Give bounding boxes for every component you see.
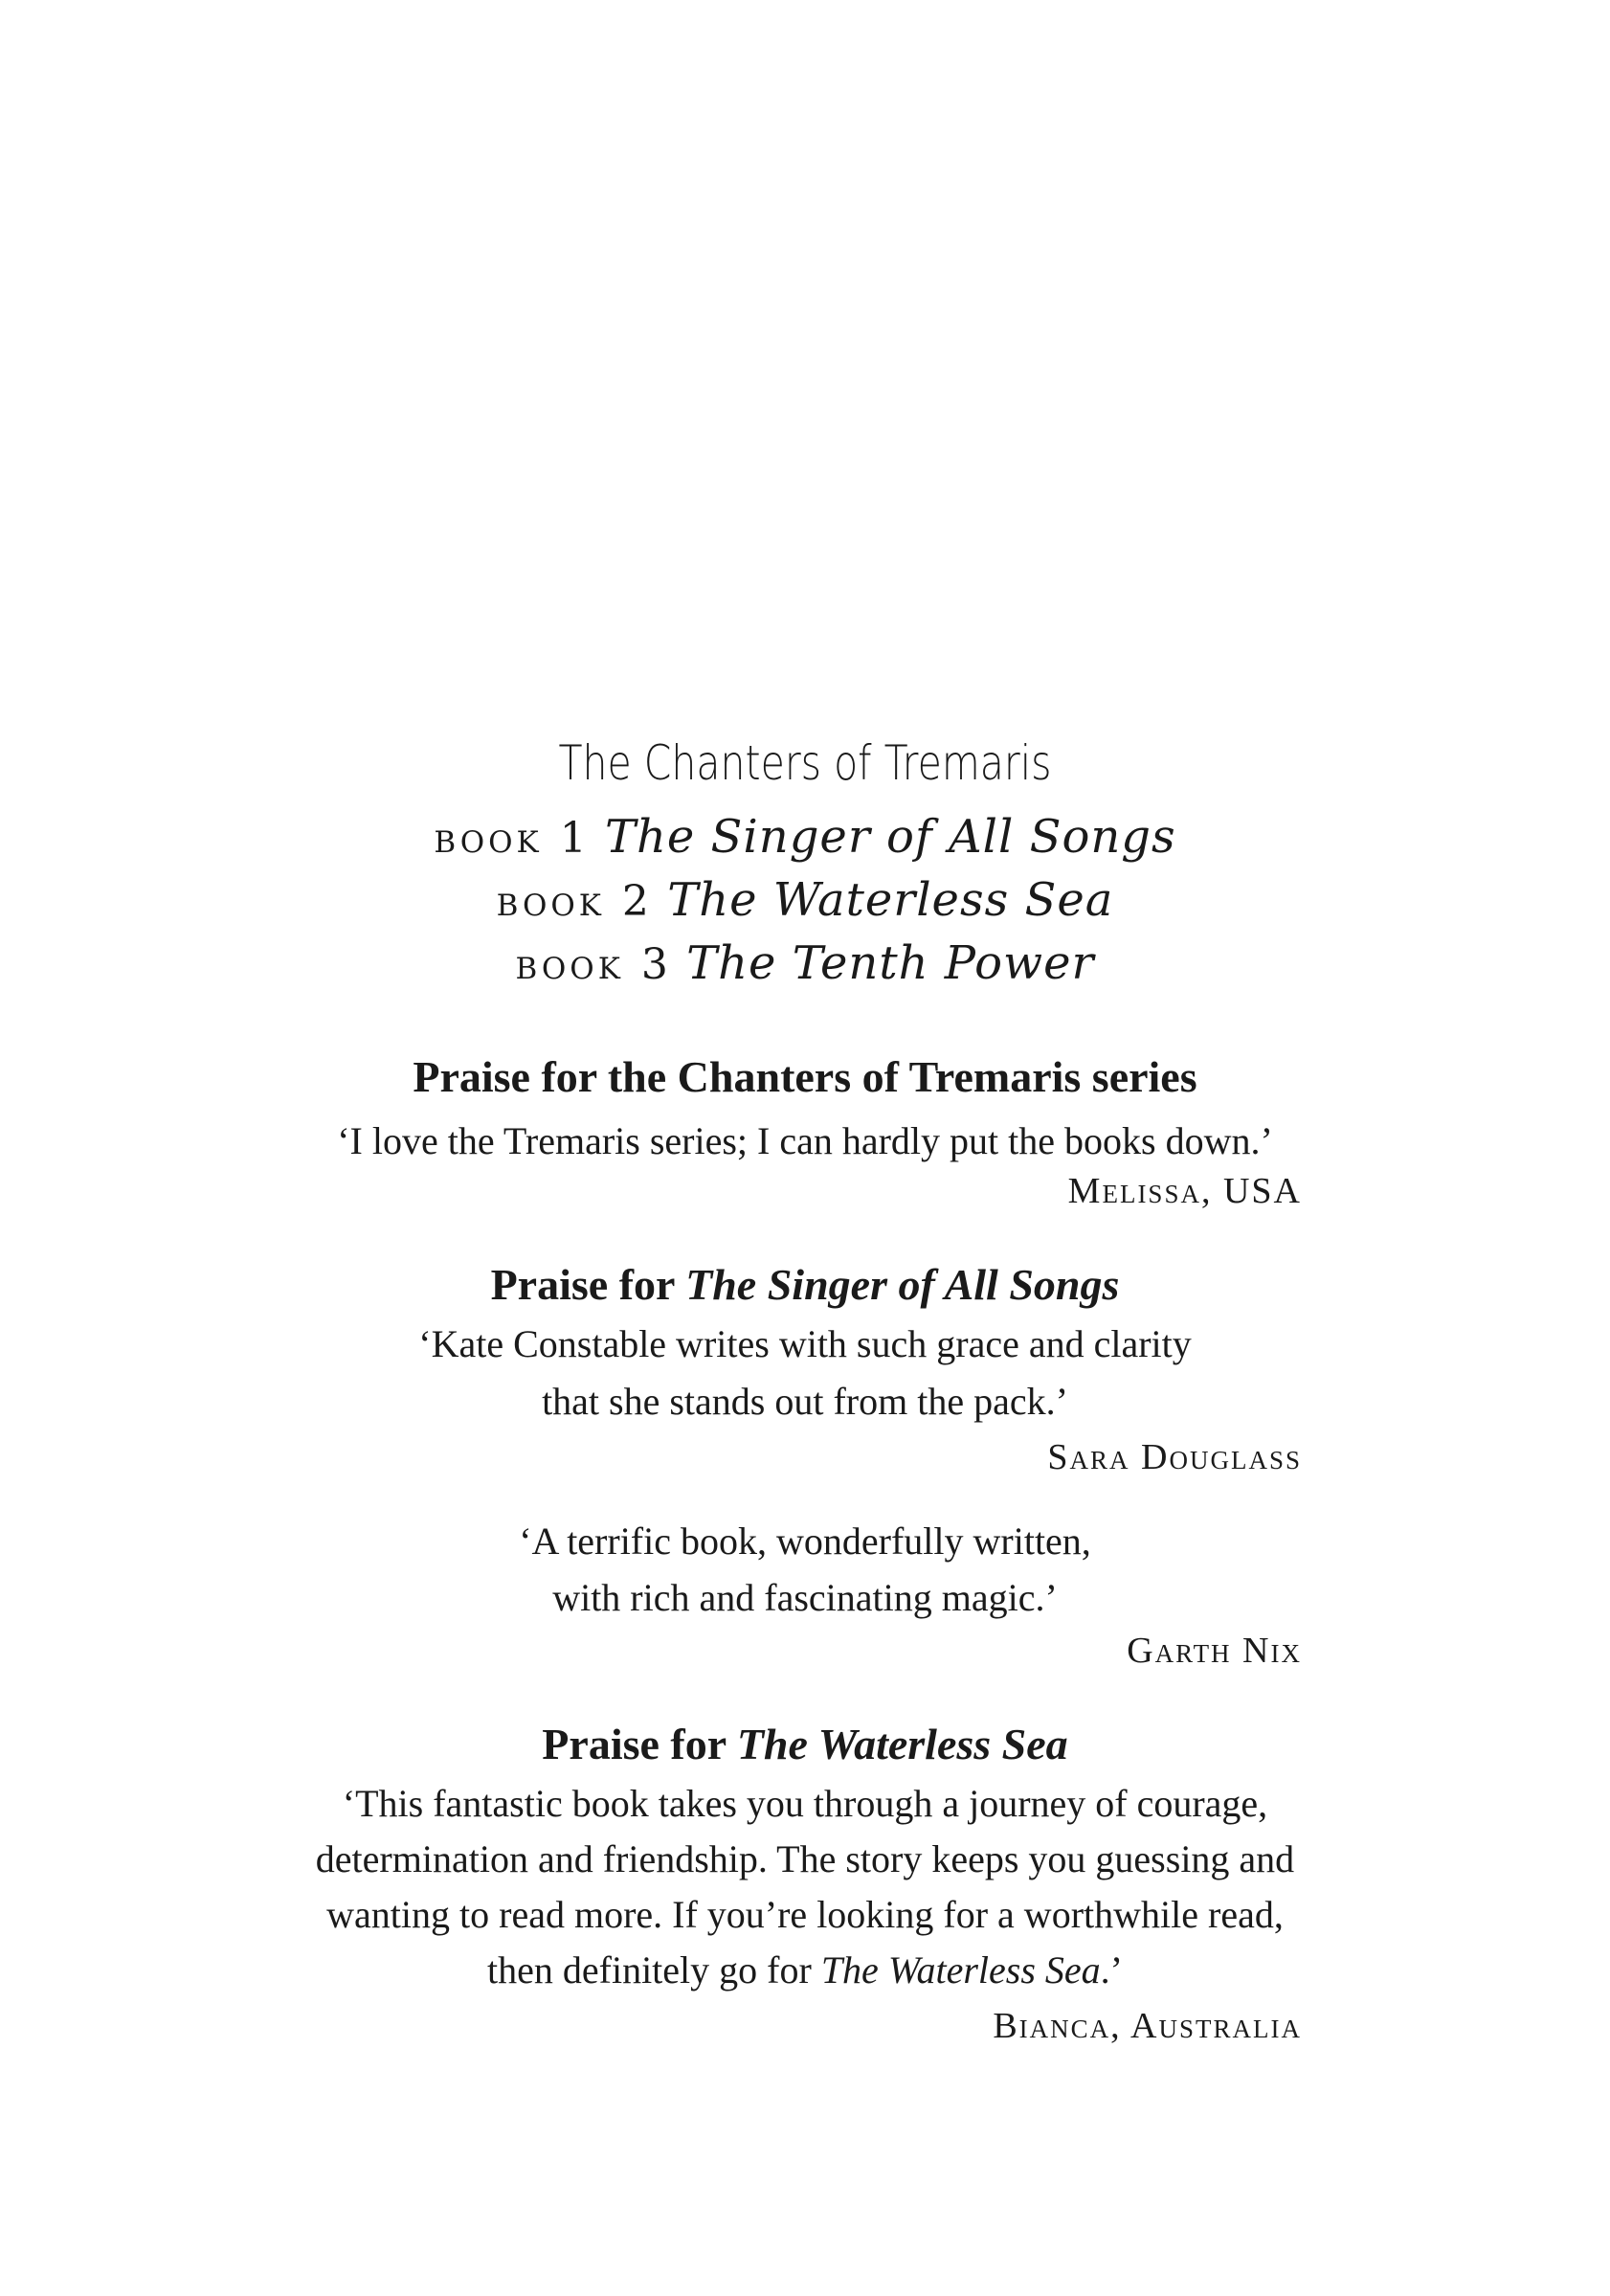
book-number: book 3 — [515, 940, 672, 989]
book-title: The Singer of All Songs — [604, 810, 1176, 864]
praise-singer-heading — [0, 1259, 1610, 1310]
quote-text: then definitely go for — [487, 1948, 821, 1992]
waterless-quote-line-4 — [0, 1947, 1610, 1992]
book-title: The Tenth Power — [686, 936, 1095, 990]
singer-quote-1-line-1: ‘Kate Constable writes with such grace and clarity — [418, 1322, 1192, 1365]
praise-series-heading: Praise for the Chanters of Tremaris series — [413, 1052, 1197, 1101]
book-line-2 — [0, 873, 1610, 927]
singer-quote-2-attribution: Garth Nix — [1127, 1631, 1302, 1671]
singer-quote-1-line-2: that she stands out from the pack.’ — [542, 1380, 1068, 1423]
praise-series-quote: ‘I love the Tremaris series; I can hardly put the books down.’ — [337, 1119, 1273, 1162]
book-number: book 2 — [496, 877, 653, 926]
singer-quote-2-line-1: ‘A terrific book, wonderfully written, — [519, 1519, 1091, 1563]
waterless-quote-line-2: determination and friendship. The story keeps you guessing and — [315, 1837, 1295, 1880]
quote-book-title: The Waterless Sea — [820, 1948, 1101, 1992]
waterless-quote-line-1: ‘This fantastic book takes you through a journey of courage, — [342, 1782, 1268, 1825]
heading-prefix: Praise for — [490, 1260, 675, 1309]
singer-quote-1-attribution: Sara Douglass — [1047, 1437, 1302, 1477]
praise-series-attribution: Melissa, USA — [1067, 1171, 1302, 1211]
quote-text: .’ — [1100, 1948, 1123, 1992]
heading-prefix: Praise for — [542, 1720, 727, 1768]
praise-waterless-heading — [0, 1719, 1610, 1769]
heading-book-title: The Waterless Sea — [736, 1720, 1068, 1768]
book-line-1 — [0, 810, 1610, 864]
book-line-3 — [0, 936, 1610, 990]
book-title: The Waterless Sea — [667, 873, 1114, 927]
book-number: book 1 — [434, 814, 591, 863]
singer-quote-2-line-2: with rich and fascinating magic.’ — [552, 1576, 1058, 1619]
series-title: The Chanters of Tremaris — [558, 735, 1052, 791]
waterless-quote-line-3: wanting to read more. If you’re looking for a worthwhile read, — [326, 1893, 1284, 1936]
heading-book-title: The Singer of All Songs — [685, 1260, 1120, 1309]
waterless-quote-attribution: Bianca, Australia — [993, 2006, 1302, 2046]
